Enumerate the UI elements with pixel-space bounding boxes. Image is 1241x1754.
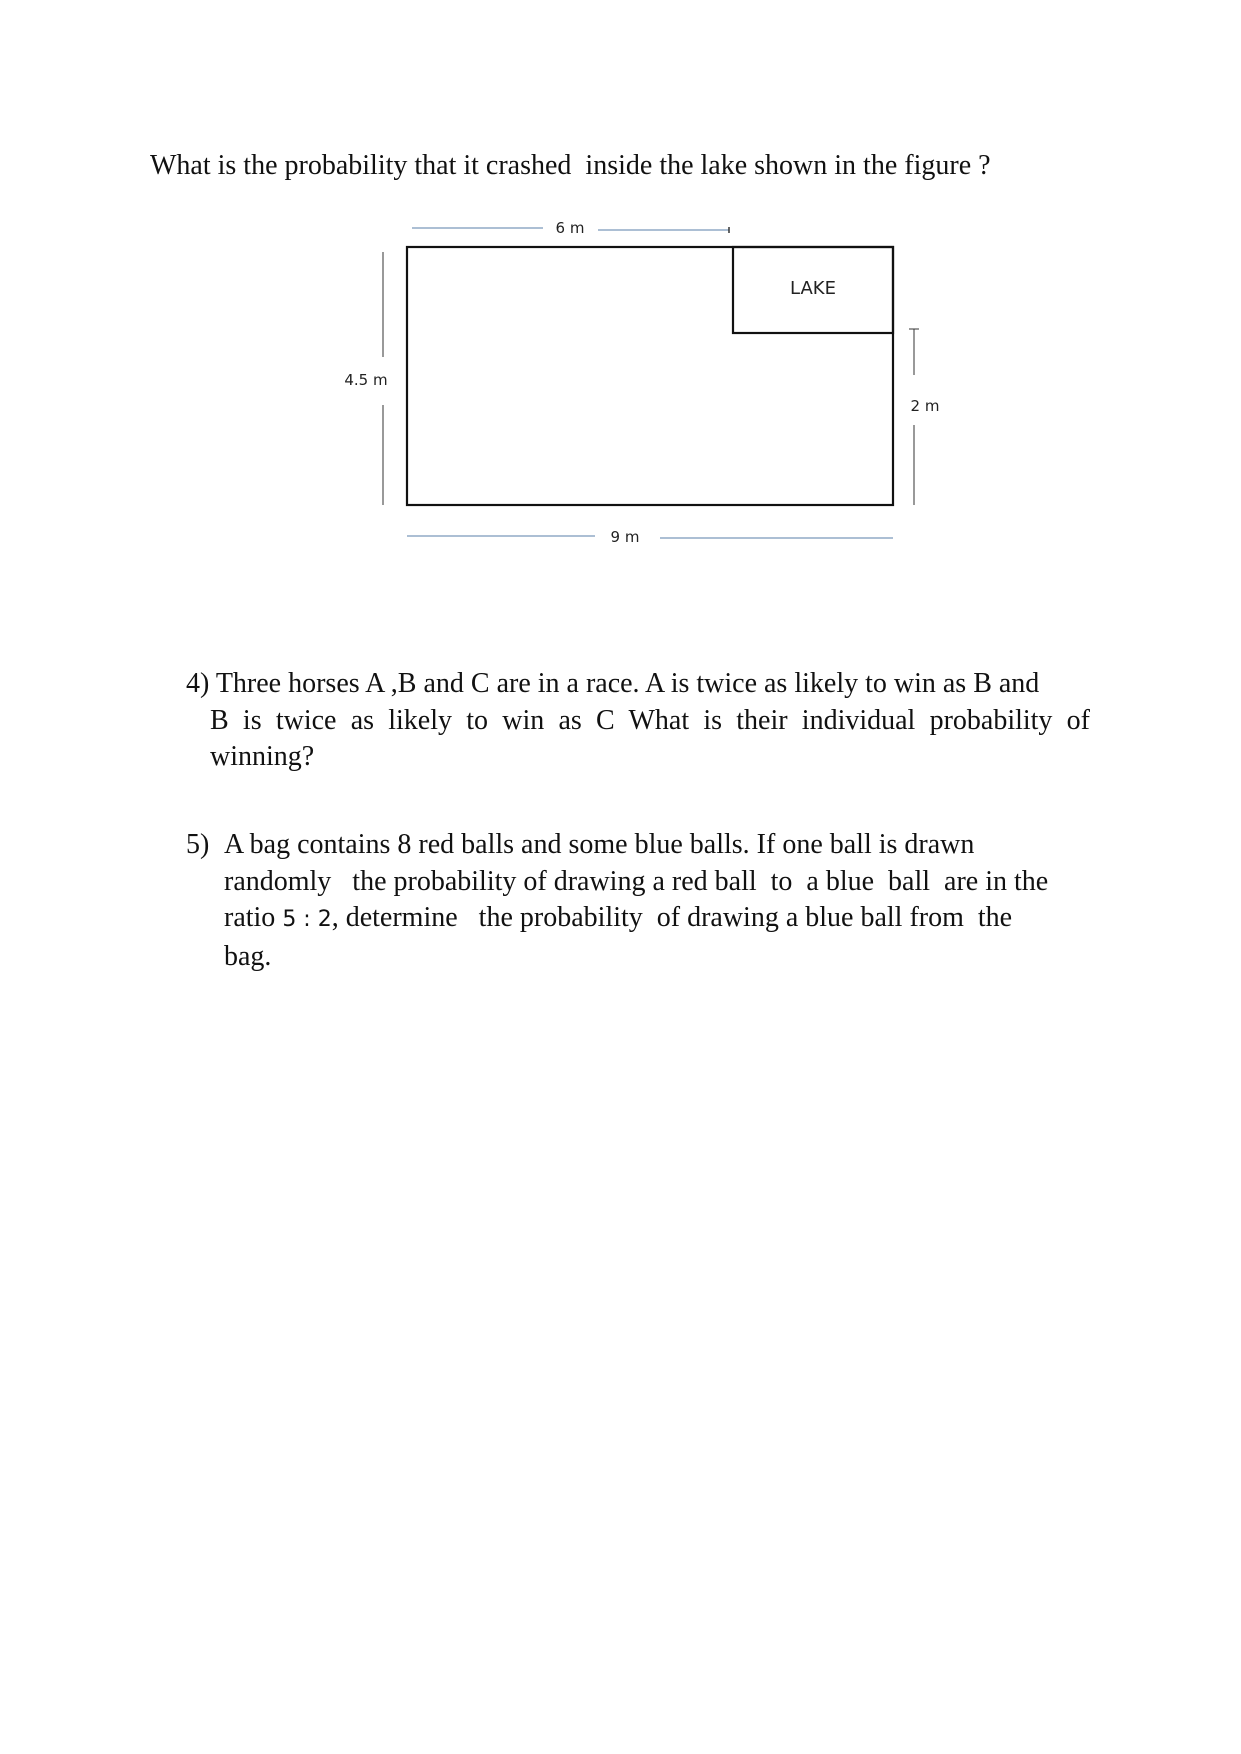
bottom-dimension-label: 9 m (610, 528, 640, 546)
question-4-number: 4) (186, 668, 210, 699)
question-5-line-1: A bag contains 8 red balls and some blue balls. If one ball is drawn (224, 829, 975, 860)
lake-label: LAKE (790, 278, 836, 299)
question-4-line-3: winning? (210, 741, 315, 772)
intro-question: What is the probability that it crashed inside the lake shown in the figure ? (150, 150, 991, 181)
lake-figure (330, 205, 960, 560)
question-4-text-1: Three horses A ,B and C are in a race. A is twice as likely to win as B and (215, 668, 1040, 699)
ratio-value: 5 : 2 (282, 907, 332, 932)
question-5-line-3 (224, 900, 1084, 939)
question-4 (186, 666, 1098, 776)
question-5-number: 5) (186, 829, 210, 860)
left-dimension-label: 4.5 m (344, 371, 388, 389)
lake-diagram (330, 205, 960, 560)
ratio-suffix: , determine (331, 902, 479, 933)
question-4-line-1 (186, 666, 1098, 703)
question-5-line-4: bag. (224, 940, 272, 972)
ratio-prefix: ratio (224, 902, 283, 933)
question-5-text-3: the probability of drawing a blue ball from the (478, 902, 1013, 933)
question-5-body (224, 827, 1084, 975)
top-dimension-label: 6 m (555, 219, 585, 237)
question-5-line-2: randomly the probability of drawing a red ball to a blue ball are in the (224, 865, 1049, 897)
right-dimension-label: 2 m (910, 397, 940, 415)
question-4-line-2: B is twice as likely to win as C What is their individual probability of (210, 704, 1090, 736)
